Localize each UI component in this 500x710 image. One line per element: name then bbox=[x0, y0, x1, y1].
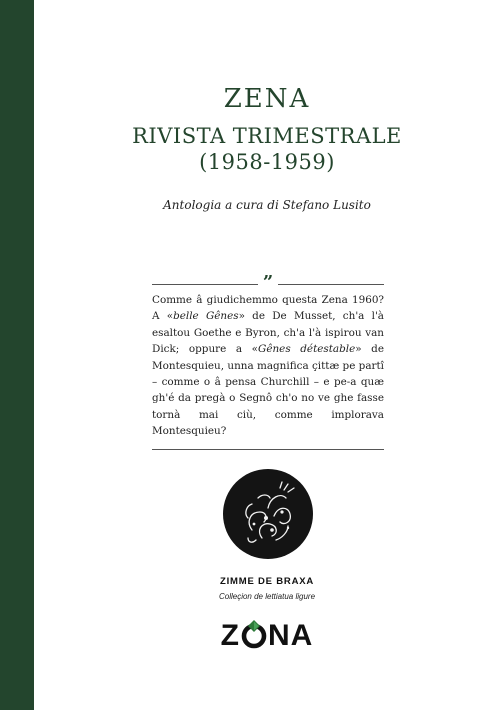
quote-top-rule bbox=[152, 272, 384, 293]
editor-credit: Antologia a cura di Stefano Lusito bbox=[163, 198, 371, 212]
subtitle-years: (1958-1959) bbox=[199, 150, 335, 174]
quote-mark-icon: ” bbox=[262, 272, 274, 293]
book-cover bbox=[34, 0, 500, 710]
quote-emphasis-1: belle Gênes bbox=[173, 310, 239, 323]
divider-right bbox=[278, 284, 384, 285]
emblem-icon bbox=[222, 468, 314, 560]
quote-emphasis-2: Gênes détestable bbox=[258, 343, 356, 356]
quote-text bbox=[152, 292, 384, 440]
book-subtitle bbox=[34, 123, 500, 175]
diamond-leaf-o-icon bbox=[241, 619, 267, 649]
book-spine bbox=[0, 0, 34, 710]
quote-bottom-rule bbox=[152, 449, 384, 450]
series-subtitle: Colleçion de lettiatua ligure bbox=[218, 592, 316, 601]
publisher-logo bbox=[34, 619, 500, 653]
logo-right: NA bbox=[267, 619, 314, 652]
logo-left: Z bbox=[220, 619, 240, 652]
series-name: ZIMME DE BRAXA bbox=[219, 576, 315, 587]
book-title: ZENA bbox=[223, 84, 311, 114]
quote-part-3: » de Montesquieu, unna magnifica çittæ pe partî – comme o â pensa Churchill – e pe-a quæ gh'é da pregà o Segnô ch'o no ve ghe fasse tornà mai ciù, comme implorava Montesquieu? bbox=[152, 343, 384, 438]
quote-block bbox=[152, 272, 384, 450]
quote-part-1: Comme â giudichemmo questa Zena 1960? A « bbox=[152, 294, 384, 323]
subtitle-line-1: RIVISTA TRIMESTRALE bbox=[132, 124, 402, 148]
quote-part-2: » de De Musset, ch'a l'à esaltou Goethe e Byron, ch'a l'à ispirou van Dick; oppure a « bbox=[152, 310, 384, 356]
